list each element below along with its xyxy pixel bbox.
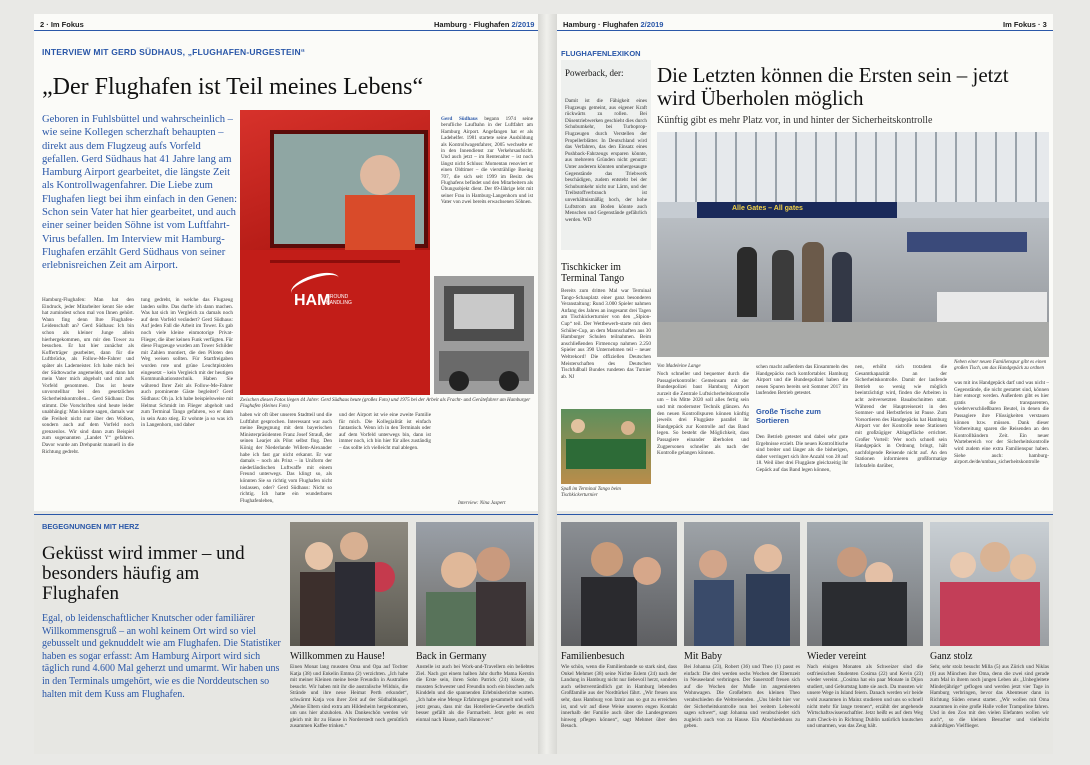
- blurb-welcome-title: Willkommen zu Hause!: [290, 651, 386, 662]
- family-visit-photo: [561, 522, 677, 646]
- right-photo-caption: Neben einer neuen Familienspur gibt es einen großen Tisch, um das Handgepäck zu ordnen: [954, 360, 1047, 372]
- interview-intro: Geboren in Fuhlsbüttel und wahrscheinlich – wie seine Kollegen scherzhaft behaupten – direkt aus dem Flugzeug aufs Vorfeld gefallen. Gerd Südhaus hat 41 Jahre lang am Hamburg Airport gearbeitet, die längste Zeit als Kontrollwagenfahrer. Die Liebe zum Flughafen liegt bei ihm einfach in den Genen: Schon sein Vater hat hier gearbeitet, und auch einer seiner beiden Söhne ist vom Luftfahrt-Virus befallen. Im Interview mit Hamburg-Flughafen erzählt Gerd Südhaus von seiner erlebnisreichen Zeit am Airport.: [42, 114, 238, 272]
- band-kicker: BEGEGNUNGEN MIT HERZ: [42, 522, 140, 531]
- interview-kicker: INTERVIEW MIT GERD SÜDHAUS, „FLUGHAFEN-URGESTEIN“: [42, 47, 306, 57]
- blurb-reunited-title: Wieder vereint: [807, 651, 867, 662]
- tango-text: Bereits zum dritten Mal war Terminal Tango-Schauplatz einer ganz besonderen Veranstaltung: Rund 3.000 Spieler nahmen Anfang des Jahres an insgesamt drei Tagen am Tischkickerturnier von den „Slpion-Cup“ teil. Der Wettbewerb-starte mit dem Schüler-Cup, an dem Mannschaften aus 30 Hamburger Schulen teilnahmen. Beim anschließenden Firmencup nahmen 2.250 Spieler aus 390 Unternehmen teil – neuer Weltrekord! Die offiziellen Deutschen Meisterschaften des Deutschen Tischfußball Bundes rundeten das Turnier ab. NJ: [561, 288, 651, 380]
- with-baby-photo: [684, 522, 800, 646]
- lexikon-kicker: FLUGHAFENLEXIKON: [561, 49, 641, 58]
- tango-title: Tischkicker im Terminal Tango: [561, 262, 625, 284]
- security-headline: Die Letzten können die Ersten sein – jetzt wird Überholen möglich: [657, 63, 1009, 110]
- left-page: [34, 14, 538, 754]
- blurb-back-in-germany-text: Anstelle ist auch bei Work-and-Travellern ein beliebtes Ziel. Nach gut einem halben Jahr durfte Mama Kerstin die Erste sein, ihren Sohn Patrick (24) küsste, da mussten Schwester und Freundin noch ein bisschen aufs Kinddeln und die spannenden Erlebnisberichte warten. „Ich habe eine Menge Erfahrungen gesammelt und weiß jetzt genau, dass mir das Hotellerie-Gewerbe deutlich besser gefällt als die Farmarbeit. Jetzt geht es erst einmal nach Hause, nach Hannover.“: [416, 664, 534, 723]
- header-rule-right: [557, 30, 1053, 31]
- profile-box: [441, 116, 533, 206]
- issue-number-right: 2/2019: [640, 20, 664, 29]
- blurb-back-in-germany-title: Back in Germany: [416, 651, 487, 662]
- blurb-family-visit-title: Familienbesuch: [561, 651, 625, 662]
- band-headline: Geküsst wird immer – und besonders häufig am Flughafen: [42, 543, 245, 604]
- ground-handling-text: [326, 294, 352, 306]
- right-page-label: Im Fokus · 3: [1003, 20, 1047, 29]
- photo-caption: Zwischen diesen Fotos liegen 44 Jahre: Gerd Südhaus heute (großes Foto) und 1975 bei der Arbeit als Fracht- und Gerätefahrer am Hamburger Flughafen (kleines Foto): [240, 398, 531, 410]
- driver-vest: [345, 195, 415, 255]
- article-column-2b: Den Betrieb getestet und dabei sehr gute Ergebnisse erzielt. Die neuen Kontrolltische sind breiter und länger als die bisherigen, daher verringert sich ihre Anzahl von 28 auf 18. Weil über drei Fluggäste gleichzeitig ihr Gepäck auf das Band legen können,: [756, 434, 848, 473]
- lexikon-text: Damit ist die Fähigkeit eines Flugzeugs gemeint, aus eigener Kraft rückwärts zu rollen. Bei Düsentriebwerken geschieht dies durch Schubumkehr, bei Turboprop-Flugzeugen durch Verstellen der Propellerblätter. In Deutschland wird das Verfahren, das den Einsatz eines Pushback-Fahrzeugs ersparen könnte, aus mehreren Gründen nicht genutzt: Unter anderem könnten umhergesaugte Gegenstände das Triebwerk beschädigen, zudem entsteht bei der Schubumkehr nicht nur Lärm, und der Treibstoffverbrauch ist unverhältnismäßig hoch, der hohe Luftstrom am Boden könnte auch Menschen und Gegenstände gefährlich werden. WD: [565, 98, 647, 223]
- band-intro: Egal, ob leidenschaftlicher Knutscher oder familiärer Willkommensgruß – an wohl keinem Ort wird so viel gebusselt und geknuddelt wie am Flughafen. Die Statistiker haben es sogar erfasst: Am Hamburg Airport wird sich täglich rund 4.600 Mal geherzt und umarmt. Wir haben uns in den Terminals umgehört, wie es die Norddeutschen so halten mit dem Kuss am Flughafen.: [42, 613, 281, 700]
- magazine-name-right: Hamburg · Flughafen: [563, 20, 639, 29]
- interview-column-3: haben wir oft über unseren Stadtteil und die Luftfahrt gesprochen. Interessant war auch meine Begegnung mit dem bayerischen Ministerpräsidenten Franz Josef Strauß, der seinen Learjet als Pilot selbst flog. Den König der Niederlande Willem-Alexander habe ich fast gar nicht erkannt. Er war damals – noch als Prinz – in Uniform der niederländischen Luftwaffe mit einem Freund unterwegs. Das klingt so, als könnten Sie so richtig vom Flughafen nicht loslassen, oder? Gerd Südhaus: Nicht so richtig. Ich hatte ein wunderbares Flughafenleben,: [240, 412, 332, 504]
- left-magazine-label: [434, 20, 534, 29]
- blurb-proud-text: Sehr, sehr stolz besucht Milla (5) aus Zürich und Niklas (6) aus München ihre Oma, denn die zwei sind gerade zum Mal in ihrem noch jungen Leben als „Unbegleitete Minderjährige“ geflogen und werden jetzt vier Tage in Hamburg verbringen, bevor das Abenteuer dann in Richtung Süden erneut startet. „Wir wollen mit Oma zusammen in eine große Halle voller Trampoline fahren. Und in den Zoo mit den vielen Elefanten wollen wir auch“, so die kleinen Besucher und vielleicht zukünftigen Vielflieger.: [930, 664, 1049, 730]
- byline: Von Madeleine Lange: [657, 364, 701, 369]
- interview-credit: Interview: Nina Jaspert: [458, 501, 506, 506]
- blurb-reunited-text: Nach einigen Monaten als Schweizer sind die ostfriesischen Studenten Cosima (22) und Kevin (23) wieder vereint. „Cosima hat ein paar Monate in Dijon studiert, und Geburtstag hatte sie auch. Da mussten wir unsere Wege in Island feiern. Danach werden wir beide wohl zusammen in Mainz studieren und uns so schnell nicht mehr für lange trennen“, erzählt der angehende Wirtschaftswissenschaftler. Jetzt heißt es auf dem Weg zum Check-in in Richtung Dublin natürlich knutschen und umarmen, was das Zeug hält.: [807, 664, 923, 730]
- profile-name: Gerd Südhaus: [441, 116, 478, 122]
- proud-kids-photo: [930, 522, 1049, 646]
- ham-logo: HAM: [294, 292, 331, 309]
- article-column-1: Noch schneller und bequemer durch die Passagierkontrolle: Gemeinsam mit der Bundespolizei baut Hamburg Airport zurzeit die Zentrale Luftsicherheitskontrolle um – bis Mitte 2020 soll alles fertig sein und mit modernster Technik glänzen. An den neuen Kontrollspuren können künftig jeweils drei Fluggäste parallel ihr Handgepäck zur Kontrolle auf das Band legen. So besteht die Möglichkeit, dass Passagiere einander überholen und Zugpersonen schneller als nach der Kontrolle gelangen können.: [657, 371, 749, 457]
- band-rule: [34, 514, 538, 515]
- interview-column-2: tung gedreht, in welche das Flugzeug landen sollte. Das durfte ich dann machen. Was hat sich im Vergleich zu damals noch auf dem Vorfeld verändert? Gerd Südhaus: Auf jeden Fall die Arbeit im Tower. Es gab noch viele kleine einmotorige Privat-Flieger, die über keinen Funk verfügten. Für diese Flugzeuge wurden am Tower Schilder mit Zahlen montiert, die den Piloten den Weg weisen sollten. Für Startfreigaben wurden rote und grüne Leuchtpistolen eingesetzt – kein Vergleich mit der heutigen Kommunikationstechnik. Haben Sie während Ihrer Zeit als Follow-Me-Fahrer auch prominente Gäste begleitet? Gerd Südhaus: Oh ja. Ich habe beispielsweise mit Helmut Schmidt im Flieger abgeholt und zum Terminal Tango gefahren, wo er dann in sein Auto stieg. Er wohnte ja so was ich in Langenhorn, und daher: [141, 297, 233, 429]
- gerd-suedhaus-truck-photo: [240, 110, 430, 395]
- right-page: [557, 14, 1053, 754]
- logo-sub2: HANDLING: [326, 300, 352, 306]
- blurb-family-visit-text: Wie schön, wenn die Familienbande so stark sind, dass Onkel Mehmet (38) seine Nichte Eslem (24) nach der Landung in Hamburg nicht nur liebevoll herzt, sondern auch selbstverständlich gut in Hamburg lebenden Großfamilie aus der Nordtürkei fährt. „Wir freuen uns sehr, dass Hamburg von Izmir aus so gut zu erreichen ist, und wir auf diese Weise unseren engen Kontakt innerhalb der Familie auch über die Landesgrenzen hinweg pflegen können“, sagt Mehmet über den Besuch.: [561, 664, 677, 730]
- profile-text: begann 1974 seine berufliche Laufbahn in der Luftfahrt am Hamburg Airport. Angefangen hat er als Ladehelfer. 1981 startete seine Ausbildung als Kontrollwagenfahrer, 2005 wechselte er in den Innendienst zur Verkehrsaufsicht. Und auch jetzt – im Rentenalter – ist noch längst nicht Schluss: Momentan renoviert er einen Oldtimer – die vierstrählige Boeing 707, die sich seit 1999 im Besitz des Flughafens befindet und den Mitarbeitern als Übungsobjekt dient. Der 69-Jährige lebt mit seiner Frau in Hamburg-Langenhorn und ist Vater von zwei bereits erwachsenen Söhnen.: [441, 116, 533, 206]
- airport-terminal-photo: [657, 132, 1049, 357]
- article-column-2: schen macht außerdem das Einsammeln des Handgepäcks noch komfortabler. Hamburg Airport und die Bundespolizei haben die neuen Spuren bereits seit Sommer 2017 im laufenden Betrieb getestet.: [756, 364, 848, 397]
- magazine-name: Hamburg · Flughafen: [434, 20, 510, 29]
- logo-sub1: GROUND: [326, 294, 349, 300]
- right-magazine-label: [563, 20, 663, 29]
- left-page-label: 2 · Im Fokus: [40, 20, 84, 29]
- article-column-4: was mit ins Handgepäck darf und was nicht – Gegenstände, die nicht gestattet sind, können hier entsorgt werden. Außerdem gibt es hier gratis die transparenten, wiederverschließbaren Beutel, in denen die Passagiere ihre Flüssigkeiten verstauen können bzw. müssen. Dank dieser Vorbereitung sparen die Reisenden an den Kontrollbändern Zeit. Ein neuer Wartebereich vor der Sicherheitskontrolle wird zudem eine extra Familienspur haben. Siehe auch: hamburg-airport.de/de/umbau_sicherheitskontrolle: [954, 380, 1049, 466]
- interview-column-1: Hamburg-Flughafen: Man hat den Eindruck, jeder Mitarbeiter kennt Sie oder hat zumindest schon mal von Ihnen gehört. Wann fing denn Ihre Flughafen-Leidenschaft an? Gerd Südhaus: Ich bin schon als kleiner Junge allein hierhergekommen, um mir den Tower zu besuchen. Er hat hier zunächst als Kofferträger gearbeitet, dann für die Luftbrücke, als Follow-Me-Fahrer und später als Lademeister. Ich habe mich bei der Südtowache angemeldet, und dann hat mein Vater mich abgeholt und mit aufs Vorfeld genommen. Das ist heute unvorstellbar bei den gesetzlichen Sicherheitskontrollen... Gerd Südhaus: Das stimmt. Die Vorschriften sind heute leider unabhängig: Man könnte sagen, damals war die Freiheit nicht nur über den Wolken, sondern auch auf dem Vorfeld noch grenzenlos. Wir sind dann zum Beispiel zum sogenannten „Landet Y“ gefahren. Davor wurde am Drehpunkt manuell in die Richtung gedreht.: [42, 297, 134, 455]
- page-gutter: [538, 14, 557, 754]
- issue-number: 2/2019: [511, 20, 535, 29]
- family-welcome-photo: [290, 522, 408, 646]
- blurb-welcome-text: Einen Monat lang mussten Oma und Opa auf Tochter Katja (38) und Enkelin Emma (2) verzichten. „Ich habe mit meiner Kleinen meine beste Freundin in Australien besucht. Wir haben mit ihr die australische Wildnis, die Strände und ihre neue Heimat Perth erkundet“, schwärmt Katja von ihrer Zeit auf der Südhalbkugel. „Meine Eltern sind extra am Hildesheim hergekommen, um uns hier abzuholen. Als Dankeschön werden wir gleich mit ihr zu Hause in Norderstedt noch gemütlich zusammen Kaffee trinken.“: [290, 664, 408, 730]
- article-column-3: nen, erhöht sich trotzdem die Gesamtkapazität an der Sicherheitskontrolle. Damit der laufende Betrieb so wenig wie möglich beeinträchtigt wird, finden die Arbeiten in acht zeitversetzten Bauabschnitten statt. Während der Hauptreisezeit in den Sommer- und Herbstferien ist Pause. Zum Vorsortieren des Handgepäcks hat Hamburg Airport vor der Kontrolle neue Stationen mit großzügiger Ablagefläche errichtet. Großer Vorteil: Wer noch schnell sein Handgepäck in Ordnung bringt, hält nachfolgende Reisende nicht auf. An den Stationen informieren großformatige Infotafeln darüber,: [855, 364, 947, 469]
- tango-caption: Spaß im Terminal Tango beim Tischkickerturnier: [561, 487, 621, 499]
- band-rule-right: [557, 514, 1053, 515]
- header-rule: [34, 30, 538, 31]
- historic-bw-photo: [434, 276, 534, 394]
- interview-headline: „Der Flughafen ist Teil meines Lebens“: [42, 74, 424, 100]
- security-subheadline: Künftig gibt es mehr Platz vor, in und hinter der Sicherheitskontrolle: [657, 115, 933, 126]
- blurb-proud-title: Ganz stolz: [930, 651, 973, 662]
- blurb-with-baby-text: Bei Johanna (23), Robert (36) und Theo (1) passt es einfach: Die drei werden sechs Wochen der Elternzeit in Neuseeland verbringen. Der Sauerstoff freuen sich auf die Wochen der Muße im angemieteten Wohnwagen. Die Großeltern des kleinen Theo verabschieden die Weltreisenden. „Uns bleibt hier vor der Sicherheitskontrolle nun bei weitem Lebewohl sagen schwer“, sagt Johanna und verabschiedet sich zugleich auch von zu Hause. Ein Abschiedskuss zu geben.: [684, 664, 800, 730]
- gates-sign: Alle Gates – All gates: [732, 205, 803, 212]
- article-subheading: Große Tische zum Sortieren: [756, 407, 821, 425]
- driver-face: [360, 155, 400, 195]
- lexikon-title: Powerback, der:: [565, 68, 624, 78]
- reunited-photo: [807, 522, 923, 646]
- interview-column-4: und der Airport ist wie eine zweite Familie für mich. Die Kollegialität ist einfach fantastisch. Wenn ich in den Terminals oder auf dem Vorfeld unterwegs bin, dann ist immer noch, ich bin hier für alles zuständig – das sollte ich vielleicht mal ablegen.: [339, 412, 431, 451]
- tischkicker-photo: [561, 409, 651, 484]
- back-in-germany-photo: [416, 522, 534, 646]
- blurb-with-baby-title: Mit Baby: [684, 651, 723, 662]
